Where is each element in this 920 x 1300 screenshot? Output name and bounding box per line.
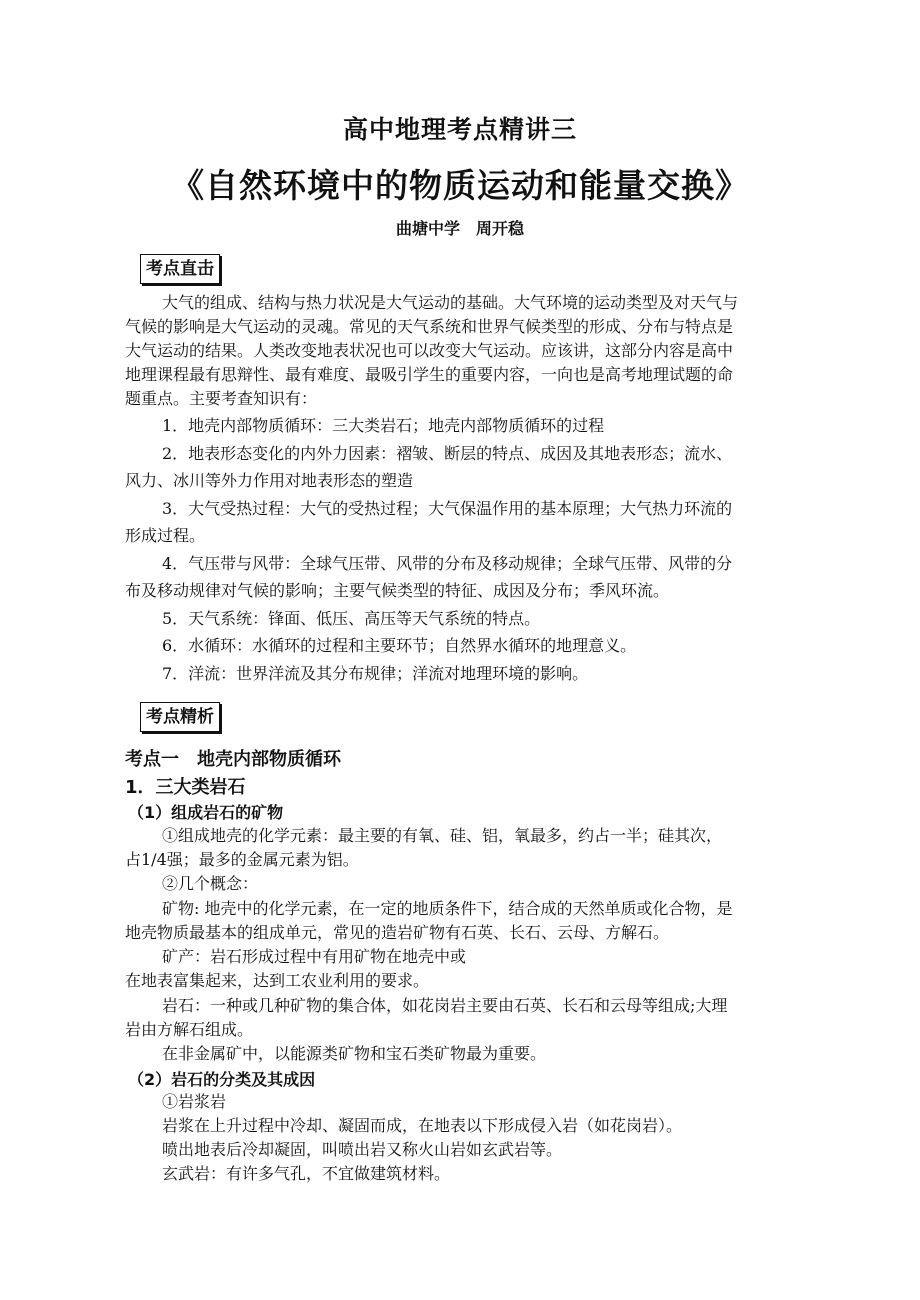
intro-line: 地理课程最有思辩性、最有难度、最吸引学生的重要内容，一向也是高考地理试题的命 — [125, 365, 734, 384]
section-heading-kaodian-jingxi: 考点精析 — [140, 702, 220, 732]
body-line: ②几个概念： — [162, 874, 259, 893]
list-item: 5．天气系统：锋面、低压、高压等天气系统的特点。 — [162, 609, 541, 628]
document-subtitle: 《自然环境中的物质运动和能量交换》 — [171, 166, 749, 205]
list-item: 风力、冰川等外力作用对地表形态的塑造 — [125, 471, 414, 490]
intro-line: 题重点。主要考查知识有： — [125, 389, 318, 408]
list-item: 2．地表形态变化的内外力因素：褶皱、断层的特点、成因及其地表形态；流水、 — [162, 444, 733, 463]
section-heading-kaodian-zhiji: 考点直击 — [140, 254, 220, 284]
body-line: ①岩浆岩 — [162, 1092, 227, 1111]
list-item: 6．水循环：水循环的过程和主要环节；自然界水循环的地理意义。 — [162, 636, 637, 655]
list-item: 7．洋流：世界洋流及其分布规律；洋流对地理环境的影响。 — [162, 664, 589, 683]
list-item: 1．地壳内部物质循环：三大类岩石；地壳内部物质循环的过程 — [162, 416, 605, 435]
body-line: 占1/4强；最多的金属元素为铝。 — [125, 850, 359, 869]
body-line: 岩浆在上升过程中冷却、凝固而成，在地表以下形成侵入岩（如花岗岩）。 — [162, 1116, 683, 1135]
body-line: 岩由方解石组成。 — [125, 1020, 254, 1039]
topic-heading: 考点一 地壳内部物质循环 — [125, 749, 341, 770]
part-heading: （2）岩石的分类及其成因 — [128, 1070, 316, 1089]
intro-line: 大气的组成、结构与热力状况是大气运动的基础。大气环境的运动类型及对天气与 — [162, 293, 739, 312]
list-item: 3．大气受热过程：大气的受热过程；大气保温作用的基本原理；大气热力环流的 — [162, 499, 733, 518]
list-item: 形成过程。 — [125, 526, 206, 545]
body-line: ①组成地壳的化学元素：最主要的有氧、硅、铝，氧最多，约占一半；硅其次， — [162, 826, 723, 845]
body-line: 在非金属矿中，以能源类矿物和宝石类矿物最为重要。 — [162, 1044, 547, 1063]
intro-line: 气候的影响是大气运动的灵魂。常见的天气系统和世界气候类型的形成、分布与特点是 — [125, 317, 734, 336]
body-line: 矿物: 地壳中的化学元素，在一定的地质条件下，结合成的天然单质或化合物，是 — [162, 899, 733, 918]
document-title: 高中地理考点精讲三 — [342, 115, 577, 144]
list-item: 4．气压带与风带：全球气压带、风带的分布及移动规律；全球气压带、风带的分 — [162, 554, 733, 573]
body-line: 地壳物质最基本的组成单元，常见的造岩矿物有石英、长石、云母、方解石。 — [125, 923, 670, 942]
body-line: 岩石：一种或几种矿物的集合体，如花岗岩主要由石英、长石和云母等组成;大理 — [162, 996, 728, 1015]
subtopic-heading: 1．三大类岩石 — [125, 777, 246, 798]
part-heading: （1）组成岩石的矿物 — [128, 803, 284, 822]
body-line: 在地表富集起来，达到工农业利用的要求。 — [125, 971, 430, 990]
intro-line: 大气运动的结果。人类改变地表状况也可以改变大气运动。应该讲，这部分内容是高中 — [125, 341, 734, 360]
document-author: 曲塘中学 周开稳 — [395, 219, 524, 238]
body-line: 喷出地表后冷却凝固，叫喷出岩又称火山岩如玄武岩等。 — [162, 1140, 563, 1159]
list-item: 布及移动规律对气候的影响；主要气候类型的特征、成因及分布；季风环流。 — [125, 581, 670, 600]
body-line: 矿产：岩石形成过程中有用矿物在地壳中或 — [162, 947, 467, 966]
body-line: 玄武岩：有许多气孔，不宜做建筑材料。 — [162, 1164, 451, 1183]
